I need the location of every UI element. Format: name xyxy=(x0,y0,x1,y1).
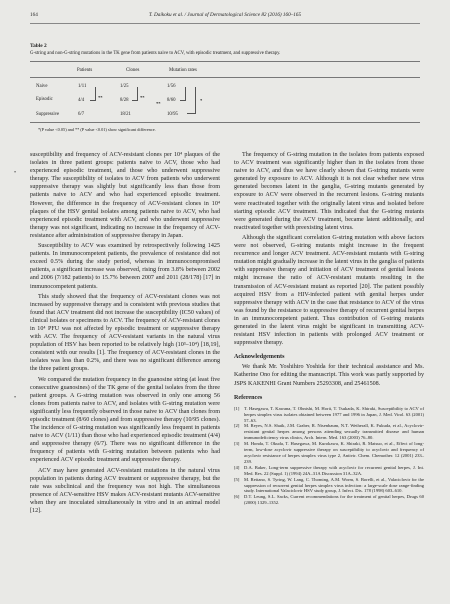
row-label-episodic: Episodic xyxy=(36,97,53,102)
significance-bracket xyxy=(90,87,96,101)
acknowledgements-heading: Acknowledgements xyxy=(234,354,285,361)
reference-item xyxy=(234,465,424,477)
cell-episodic-extra: 8/60 xyxy=(167,98,176,103)
reference-number: [3] xyxy=(234,441,240,447)
cell-naive-extra: 1/56 xyxy=(167,84,176,89)
table-header-mutation-rates: Mutation rates xyxy=(169,68,197,73)
running-header xyxy=(30,12,420,22)
body-paragraph: This study showed that the frequency of ACV-resistant clones was not increased by suppressive therapy and is consistent with previous studies that found that ACV treatment did not increase the susceptibility (IC50 values) of clinical isolates or specimens to ACV. The frequency of ACV-resistant clones in 10⁴ PFU was not affected by episodic treatment or suppressive therapy with ACV. The frequency of ACV-resistant variants in the natural virus population of HSV has been reported to be relatively high (10³–10⁴) [18,19], consistent with our results [1]. The frequency of ACV-resistant clones in the isolates was less than 0.2%, and there was no significant difference among the three patient groups. xyxy=(30,293,220,373)
reference-text: D.A. Baker, Long-term suppressive therapy with acyclovir for recurrent genital herpes, J. Int. Med. Res. 22 (Suppl. 1) (1994) 24A–31A Discussion 31A–32A. xyxy=(244,464,424,476)
reference-number: [1] xyxy=(234,405,240,411)
table-caption: G-string and non-G-string mutations in the TK gene from patients naive to ACV, with episodic treatment, and suppressive therapy. xyxy=(30,51,281,56)
header-rule xyxy=(30,23,420,24)
significance-bracket xyxy=(180,87,186,101)
reference-number: [2] xyxy=(234,423,240,429)
reference-item xyxy=(234,477,424,495)
reference-text: M. Reyes, N.S. Shaik, J.M. Graber, R. Nisenbaum, N.T. Wetherall, K. Fukuda, et al., Acyclovir-resistant genital herpes among persons attending sexually transmitted disease and human immunodeficiency virus clinics, Arch. Intern. Med. 163 (2003) 76–80. xyxy=(244,423,424,441)
cell-suppressive-rate: 18/21 xyxy=(120,112,131,117)
left-text-column xyxy=(30,151,220,515)
table-title: Table 2 xyxy=(30,43,47,49)
significance-marker: ** xyxy=(98,95,103,100)
reference-text: D.T. Leung, S.L. Sacks, Current recommendations for the treatment of genital herpes, Drugs 60 (2000) 1329–1352. xyxy=(244,494,424,506)
acknowledgements-text: We thank Mr. Yoshihiro Yoshida for their technical assistance and Ms. Katherine Ono for editing the manuscript. This work was partly supported by JSPS KAKENHI Grant Numbers 25293308, and 25461508. xyxy=(234,364,424,387)
reference-number: [5] xyxy=(234,476,240,482)
reference-item xyxy=(234,423,424,441)
significance-bracket xyxy=(132,87,138,101)
table-header-clones: Clones xyxy=(126,68,140,73)
table-footnote: *(P value <0.05) and ** (P value <0.01) show significant difference. xyxy=(38,127,156,132)
right-text-column xyxy=(234,151,424,506)
body-paragraph: Although the significant correlation G-string mutation with above factors were not observed, G-string mutants might increase in the frequent recurrence and longer ACV treatment. ACV-resistant mutants with G-string mutation might gradually increase in the latent virus in the ganglia of patients with suppressive therapy and initiation of ACV treatment of genital lesions might increase the ratio of ACV-resistant mutants resulting in the transmission of ACV-resistant mutant as reported [20]. The patient possibly acquired HSV from a HIV-infected patient with genital herpes under suppressive therapy with ACV in the case that resistance to ACV of the virus was found by the resistance to suppressive therapy of recurrent genital herpes in an immunocompetent patient. Thus contribution of G-string mutants generated in the latent virus might be significant in transmitting ACV-resistant HSV infection in patients with prolonged ACV treatment or suppressive therapy. xyxy=(234,234,424,347)
significance-marker: ** xyxy=(156,101,161,106)
body-paragraph: We compared the mutation frequency in the guanosine string (at least five consecutive guanosines) of the TK gene of the genital isolates from the three patient groups. A G-string mutation was observed in only one among 56 clones from patients naive to ACV, and isolates with G-string mutation were significantly less frequently observed in those naive to ACV than clones from episodic treatment (8/60 clones) and from suppressive therapy (10/95 clones). The incidence of G-string mutation was significantly less frequent in patients naive to ACV (1/11) than those who had experienced episodic treatment (4/4) and suppressive therapy (6/7). There was no significant difference in the frequency of patients with G-string mutation between patients who had experienced ACV episodic treatment and suppressive therapy. xyxy=(30,376,220,464)
significance-bracket xyxy=(187,87,196,114)
reference-item xyxy=(234,441,424,465)
reference-number: [4] xyxy=(234,464,240,470)
body-paragraph: ACV may have generated ACV-resistant mutations in the natural virus population in patients during ACV treatment or suppressive therapy, but the rate was subclinical and the frequency was not high. The simultaneous presence of ACV-sensitive HSV makes ACV-resistant mutants ACV-sensitive when they are inoculated simultaneously in vitro and in an animal model [12]. xyxy=(30,467,220,515)
reference-list xyxy=(234,406,424,506)
journal-citation: T. Daikoku et al. / Journal of Dermatological Science 82 (2016) 160–165 xyxy=(148,12,302,18)
reference-text: M. Honda, T. Okuda, T. Hasegawa, M. Kurokawa, K. Shiraki, R. Matsuo, et al., Effect of long-term, low-dose acyclovir suppressive therapy on susceptibility to acyclovir and frequency of acyclovir resistance of herpes simplex virus type 2, Antivir. Chem. Chemother. 12 (2001) 233–239. xyxy=(244,441,424,464)
body-paragraph: Susceptibility to ACV was examined by retrospectively following 1425 patients. In immunocompetent patients, the prevalence of resistance did not exceed 0.5% during the study period, whereas in immunocompromised patients, a significant increase was observed, rising from 3.8% between 2002 and 2006 (7/182 patients) to 15.7% between 2007 and 2011 (28/178) [17] in immunocompetent patients. xyxy=(30,243,220,290)
table-header-rule xyxy=(30,77,420,78)
margin-dot: • xyxy=(14,170,17,176)
reference-text: T. Hasegawa, T. Kawana, T. Ohnishi, M. Horii, T. Tsukada, K. Shiraki, Susceptibility to ACV of herpes simplex virus isolates obtained between 1977 and 1996 in Japan, J. Med. Virol. 63 (2001) 57–63. xyxy=(244,405,424,423)
reference-item xyxy=(234,494,424,506)
table-bottom-rule xyxy=(30,122,420,123)
page-number: 164 xyxy=(30,12,38,18)
cell-suppressive-clones: 6/7 xyxy=(78,112,85,117)
margin-dot: • xyxy=(14,395,17,401)
table-header-patients: Patients xyxy=(77,68,93,73)
row-label-naive: Naive xyxy=(36,84,48,89)
significance-marker-single: * xyxy=(200,98,203,103)
cell-naive-rate: 1/25 xyxy=(120,84,129,89)
cell-suppressive-extra: 10/95 xyxy=(167,112,178,117)
body-paragraph: The frequency of G-string mutation in the isolates from patients exposed to ACV treatment was significantly higher than in the isolates from those naive to ACV, and thus we have clearly shown that G-string mutants were generated by exposure to ACV. Although it is not clear whether new virus generated becomes latent in the ganglia, G-string mutants generated by exposure to ACV were observed in the recurrent lesions. G-string mutants were reactivated together with the originally latent virus and isolated before starting episodic ACV treatment. This indicated that the G-string mutants were generated during the ACV treatment, became latent additionally, and reactivated together with preexisting latent virus. xyxy=(234,152,424,231)
reference-number: [6] xyxy=(234,494,240,500)
reference-text: M. Reitano, S. Tyring, W. Lang, C. Thoming, A.M. Worm, S. Borelli, et al., Valaciclovir for the suppression of recurrent genital herpes simplex virus infection: a large-scale dose range-finding study. International Valaciclovir HSV study group, J. Infect. Dis. 178 (1998) 603–610. xyxy=(244,476,424,494)
significance-marker: ** xyxy=(140,95,145,100)
cell-naive-clones: 1/11 xyxy=(78,84,87,89)
reference-item xyxy=(234,406,424,424)
body-paragraph: susceptibility and frequency of ACV-resistant clones per 10⁴ plaques of the isolates in three patient groups: patients naive to ACV, those who had experienced episodic treatment, and those who underwent suppressive therapy. The susceptibility of isolates to ACV from patients who underwent suppressive therapy was slightly but significantly less than those from patients naive to ACV and who had experienced episodic treatment. However, the difference in the frequency of ACV-resistant clones in 10⁴ plaques of the HSV genital isolates among patients naive to ACV, who had experienced episodic treatment with ACV, and who underwent suppressive therapy was not significant, indicating no increase in the frequency of ACV-resistance after administration of suppressive therapy in Japan. xyxy=(30,152,220,239)
cell-episodic-rate: 8/28 xyxy=(120,98,129,103)
row-label-suppressive: Suppressive xyxy=(36,112,60,117)
mutation-table xyxy=(30,60,420,134)
cell-episodic-clones: 4/4 xyxy=(78,98,85,103)
references-heading: References xyxy=(234,394,263,401)
